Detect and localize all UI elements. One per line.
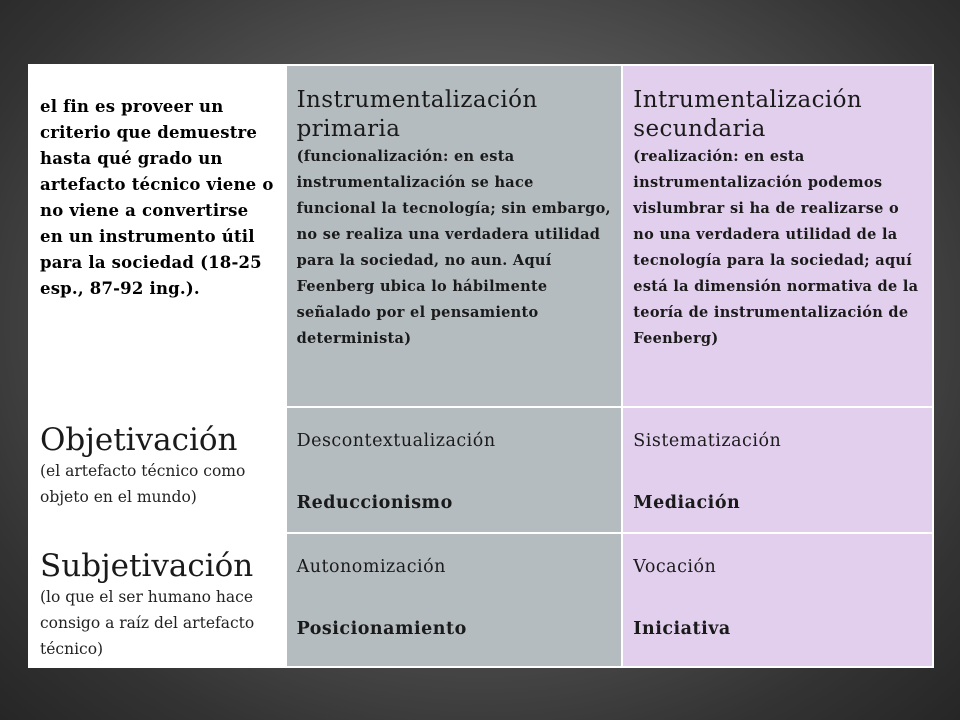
objetivacion-description: (el artefacto técnico como objeto en el mundo): [40, 462, 246, 506]
subjetivacion-secondary-cell: [622, 533, 933, 667]
term-mediacion: Mediación: [633, 493, 741, 513]
term-vocacion: Vocación: [633, 557, 717, 577]
objetivacion-label-cell: [29, 407, 286, 533]
term-autonomizacion: Autonomización: [296, 557, 446, 577]
term-sistematizacion: Sistematización: [633, 431, 782, 451]
subjetivacion-primary-cell: [286, 533, 623, 667]
subjetivacion-row: [29, 533, 933, 667]
term-reduccionismo: Reduccionismo: [296, 493, 453, 513]
objetivacion-title: Objetivación: [40, 422, 238, 458]
instrumentalization-table: [28, 64, 934, 668]
intro-cell: [29, 65, 286, 407]
subjetivacion-label-cell: [29, 533, 286, 667]
secondary-header-cell: [622, 65, 933, 407]
primary-header-cell: [286, 65, 623, 407]
primary-title: Instrumentalización primaria: [296, 87, 538, 142]
term-descontextualizacion: Descontextualización: [296, 431, 496, 451]
term-posicionamiento: Posicionamiento: [296, 619, 467, 639]
term-iniciativa: Iniciativa: [633, 619, 731, 639]
subjetivacion-title: Subjetivación: [40, 548, 254, 584]
secondary-description: (realización: en esta instrumentalización podemos vislumbrar si ha de realizarse o no una verdadera utilidad de la tecnología para la sociedad; aquí está la dimensión normativa de la teoría de instrumentalización de Feenberg): [633, 148, 919, 347]
subjetivacion-description: (lo que el ser humano hace consigo a raíz del artefacto técnico): [40, 588, 255, 658]
secondary-title: Intrumentalización secundaria: [633, 87, 863, 142]
objetivacion-secondary-cell: [622, 407, 933, 533]
header-row: [29, 65, 933, 407]
primary-description: (funcionalización: en esta instrumentalización se hace funcional la tecnología; sin embargo, no se realiza una verdadera utilidad para la sociedad, no aun. Aquí Feenberg ubica lo hábilmente señalado por el pensamiento determinista): [296, 148, 611, 347]
intro-text: el fin es proveer un criterio que demuestre hasta qué grado un artefacto técnico viene o no viene a convertirse en un instrumento útil para la sociedad (18-25 esp., 87-92 ing.).: [40, 97, 274, 298]
objetivacion-row: [29, 407, 933, 533]
objetivacion-primary-cell: [286, 407, 623, 533]
